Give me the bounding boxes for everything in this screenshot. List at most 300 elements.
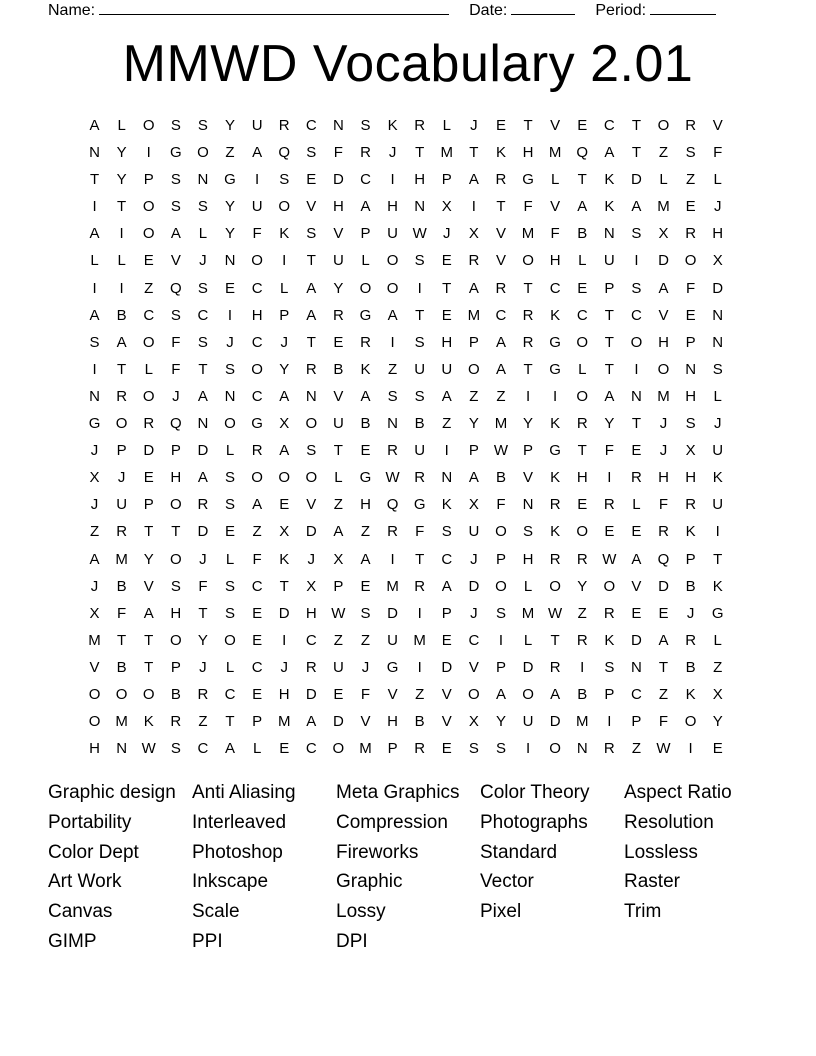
grid-letter[interactable]: C bbox=[549, 279, 561, 297]
grid-letter[interactable]: P bbox=[468, 442, 479, 460]
grid-letter[interactable]: G bbox=[549, 333, 561, 351]
grid-letter[interactable]: Z bbox=[333, 631, 343, 649]
grid-letter[interactable]: A bbox=[279, 387, 290, 405]
grid-letter[interactable]: I bbox=[390, 550, 395, 568]
grid-letter[interactable]: O bbox=[169, 631, 182, 649]
grid-letter[interactable]: K bbox=[495, 144, 506, 162]
grid-letter[interactable]: O bbox=[495, 523, 507, 541]
grid-letter[interactable]: P bbox=[604, 685, 615, 703]
grid-letter[interactable]: I bbox=[553, 387, 558, 405]
grid-letter[interactable]: H bbox=[441, 333, 453, 351]
grid-letter[interactable]: R bbox=[332, 306, 344, 324]
grid-letter[interactable]: D bbox=[441, 658, 453, 676]
grid-letter[interactable]: Z bbox=[360, 523, 371, 541]
grid-letter[interactable]: S bbox=[306, 225, 317, 243]
grid-letter[interactable]: J bbox=[388, 144, 397, 162]
grid-letter[interactable]: B bbox=[495, 469, 506, 487]
grid-letter[interactable]: T bbox=[144, 631, 154, 649]
grid-letter[interactable]: S bbox=[604, 658, 615, 676]
grid-letter[interactable]: J bbox=[443, 225, 451, 243]
grid-letter[interactable]: S bbox=[197, 198, 208, 216]
grid-letter[interactable]: I bbox=[607, 469, 612, 487]
grid-letter[interactable]: D bbox=[305, 685, 317, 703]
date-field[interactable] bbox=[469, 0, 575, 20]
grid-letter[interactable]: B bbox=[414, 415, 425, 433]
grid-letter[interactable]: E bbox=[577, 496, 588, 514]
grid-letter[interactable]: T bbox=[415, 550, 425, 568]
grid-letter[interactable]: M bbox=[277, 713, 291, 731]
grid-letter[interactable]: S bbox=[197, 279, 208, 297]
grid-letter[interactable]: B bbox=[333, 360, 344, 378]
grid-letter[interactable]: N bbox=[224, 387, 236, 405]
grid-letter[interactable]: Z bbox=[658, 144, 669, 162]
grid-letter[interactable]: T bbox=[198, 360, 208, 378]
grid-letter[interactable]: S bbox=[631, 279, 642, 297]
grid-letter[interactable]: X bbox=[685, 442, 696, 460]
grid-letter[interactable]: Z bbox=[225, 144, 235, 162]
grid-letter[interactable]: A bbox=[604, 144, 615, 162]
grid-letter[interactable]: L bbox=[442, 117, 451, 134]
grid-letter[interactable]: O bbox=[522, 685, 534, 703]
grid-letter[interactable]: J bbox=[280, 658, 288, 676]
grid-letter[interactable]: V bbox=[523, 469, 534, 487]
grid-letter[interactable]: I bbox=[471, 198, 476, 216]
grid-letter[interactable]: A bbox=[495, 333, 506, 351]
grid-letter[interactable]: B bbox=[414, 713, 425, 731]
grid-letter[interactable]: O bbox=[142, 685, 155, 703]
grid-letter[interactable]: S bbox=[279, 171, 290, 189]
grid-letter[interactable]: A bbox=[333, 523, 344, 541]
grid-letter[interactable]: U bbox=[332, 252, 344, 270]
grid-letter[interactable]: A bbox=[143, 604, 154, 622]
grid-letter[interactable]: I bbox=[119, 225, 124, 243]
grid-letter[interactable]: Z bbox=[496, 387, 506, 405]
grid-letter[interactable]: Q bbox=[657, 550, 670, 568]
grid-letter[interactable]: P bbox=[143, 171, 154, 189]
grid-letter[interactable]: O bbox=[251, 469, 263, 487]
grid-letter[interactable]: O bbox=[657, 360, 670, 378]
grid-letter[interactable]: G bbox=[549, 360, 561, 378]
grid-letter[interactable]: S bbox=[170, 198, 181, 216]
grid-letter[interactable]: I bbox=[390, 171, 395, 189]
grid-letter[interactable]: I bbox=[146, 144, 151, 162]
grid-letter[interactable]: N bbox=[197, 415, 209, 433]
grid-letter[interactable]: F bbox=[117, 604, 127, 622]
grid-letter[interactable]: I bbox=[92, 198, 97, 216]
grid-letter[interactable]: P bbox=[685, 550, 696, 568]
grid-letter[interactable]: K bbox=[685, 523, 696, 541]
grid-letter[interactable]: K bbox=[387, 117, 398, 134]
grid-letter[interactable]: K bbox=[360, 360, 371, 378]
grid-letter[interactable]: Z bbox=[198, 713, 208, 731]
grid-letter[interactable]: F bbox=[198, 577, 208, 595]
grid-letter[interactable]: P bbox=[387, 740, 398, 758]
grid-letter[interactable]: Y bbox=[333, 279, 344, 297]
grid-letter[interactable]: M bbox=[115, 713, 128, 731]
grid-letter[interactable]: S bbox=[170, 306, 181, 324]
grid-letter[interactable]: V bbox=[306, 198, 317, 216]
grid-letter[interactable]: C bbox=[631, 685, 642, 703]
grid-letter[interactable]: E bbox=[495, 117, 506, 134]
grid-letter[interactable]: S bbox=[495, 740, 506, 758]
grid-letter[interactable]: J bbox=[199, 550, 207, 568]
grid-letter[interactable]: T bbox=[117, 360, 127, 378]
grid-letter[interactable]: O bbox=[224, 631, 236, 649]
grid-letter[interactable]: S bbox=[523, 523, 534, 541]
grid-letter[interactable]: S bbox=[685, 415, 696, 433]
grid-letter[interactable]: G bbox=[169, 144, 182, 162]
grid-letter[interactable]: E bbox=[360, 577, 371, 595]
grid-letter[interactable]: R bbox=[116, 387, 128, 405]
grid-letter[interactable]: B bbox=[116, 577, 127, 595]
grid-letter[interactable]: Z bbox=[144, 279, 154, 297]
grid-letter[interactable]: N bbox=[414, 198, 426, 216]
grid-letter[interactable]: M bbox=[88, 631, 101, 649]
grid-letter[interactable]: O bbox=[386, 252, 399, 270]
grid-letter[interactable]: A bbox=[170, 225, 181, 243]
grid-letter[interactable]: I bbox=[580, 658, 585, 676]
grid-letter[interactable]: Y bbox=[143, 550, 154, 568]
grid-letter[interactable]: F bbox=[713, 144, 723, 162]
grid-letter[interactable]: O bbox=[251, 252, 263, 270]
grid-letter[interactable]: R bbox=[468, 252, 480, 270]
grid-letter[interactable]: V bbox=[468, 658, 479, 676]
grid-letter[interactable]: Z bbox=[89, 523, 100, 541]
grid-letter[interactable]: C bbox=[360, 171, 371, 189]
grid-letter[interactable]: U bbox=[522, 713, 534, 731]
grid-letter[interactable]: Y bbox=[523, 415, 534, 433]
grid-letter[interactable]: S bbox=[197, 117, 208, 134]
grid-letter[interactable]: R bbox=[576, 631, 588, 649]
grid-letter[interactable]: A bbox=[89, 550, 100, 568]
grid-letter[interactable]: O bbox=[224, 415, 236, 433]
grid-letter[interactable]: O bbox=[88, 685, 101, 703]
grid-letter[interactable]: E bbox=[658, 604, 669, 622]
grid-letter[interactable]: J bbox=[713, 415, 722, 433]
grid-letter[interactable]: R bbox=[197, 685, 209, 703]
grid-letter[interactable]: H bbox=[251, 306, 263, 324]
grid-letter[interactable]: E bbox=[306, 171, 317, 189]
grid-letter[interactable]: L bbox=[523, 631, 533, 649]
grid-letter[interactable]: A bbox=[631, 550, 642, 568]
grid-letter[interactable]: O bbox=[549, 577, 561, 595]
grid-letter[interactable]: O bbox=[251, 360, 263, 378]
grid-letter[interactable]: E bbox=[279, 496, 290, 514]
grid-letter[interactable]: D bbox=[332, 171, 344, 189]
grid-letter[interactable]: A bbox=[495, 360, 506, 378]
grid-letter[interactable]: Z bbox=[360, 631, 371, 649]
grid-letter[interactable]: K bbox=[550, 306, 561, 324]
grid-letter[interactable]: Z bbox=[469, 387, 479, 405]
grid-letter[interactable]: M bbox=[467, 306, 481, 324]
grid-letter[interactable]: K bbox=[550, 469, 561, 487]
grid-letter[interactable]: O bbox=[684, 252, 697, 270]
grid-letter[interactable]: R bbox=[549, 496, 561, 514]
grid-letter[interactable]: I bbox=[634, 252, 639, 270]
grid-letter[interactable]: B bbox=[170, 685, 181, 703]
grid-letter[interactable]: H bbox=[89, 740, 100, 758]
grid-letter[interactable]: E bbox=[577, 279, 588, 297]
grid-letter[interactable]: T bbox=[279, 577, 289, 595]
grid-letter[interactable]: Y bbox=[225, 198, 236, 216]
grid-letter[interactable]: R bbox=[495, 279, 507, 297]
grid-letter[interactable]: D bbox=[712, 279, 724, 297]
grid-letter[interactable]: D bbox=[658, 252, 669, 270]
grid-letter[interactable]: J bbox=[90, 496, 99, 514]
grid-letter[interactable]: T bbox=[442, 279, 452, 297]
grid-letter[interactable]: W bbox=[385, 469, 400, 487]
grid-letter[interactable]: C bbox=[224, 685, 236, 703]
grid-letter[interactable]: J bbox=[686, 604, 695, 622]
grid-letter[interactable]: T bbox=[631, 144, 641, 162]
grid-letter[interactable]: U bbox=[332, 658, 344, 676]
grid-letter[interactable]: U bbox=[468, 523, 480, 541]
grid-letter[interactable]: A bbox=[360, 550, 371, 568]
grid-letter[interactable]: Y bbox=[279, 360, 290, 378]
grid-letter[interactable]: A bbox=[441, 387, 452, 405]
grid-letter[interactable]: V bbox=[143, 577, 154, 595]
grid-letter[interactable]: D bbox=[631, 631, 642, 649]
grid-letter[interactable]: K bbox=[712, 577, 723, 595]
grid-letter[interactable]: A bbox=[468, 279, 479, 297]
grid-letter[interactable]: T bbox=[496, 198, 506, 216]
grid-letter[interactable]: H bbox=[387, 713, 398, 731]
grid-letter[interactable]: S bbox=[197, 333, 208, 351]
grid-letter[interactable]: K bbox=[143, 713, 154, 731]
grid-letter[interactable]: E bbox=[685, 198, 696, 216]
grid-letter[interactable]: A bbox=[306, 713, 317, 731]
grid-letter[interactable]: W bbox=[331, 604, 346, 622]
grid-letter[interactable]: I bbox=[607, 713, 612, 731]
grid-letter[interactable]: M bbox=[413, 631, 426, 649]
grid-letter[interactable]: U bbox=[414, 360, 426, 378]
grid-letter[interactable]: A bbox=[89, 117, 100, 134]
grid-letter[interactable]: K bbox=[604, 171, 615, 189]
grid-letter[interactable]: A bbox=[89, 225, 100, 243]
grid-letter[interactable]: F bbox=[523, 198, 533, 216]
grid-letter[interactable]: J bbox=[361, 658, 370, 676]
grid-letter[interactable]: Q bbox=[169, 279, 182, 297]
grid-letter[interactable]: K bbox=[279, 550, 290, 568]
grid-letter[interactable]: U bbox=[332, 415, 344, 433]
grid-letter[interactable]: S bbox=[225, 469, 236, 487]
grid-letter[interactable]: T bbox=[631, 117, 641, 134]
grid-letter[interactable]: V bbox=[333, 387, 344, 405]
grid-letter[interactable]: T bbox=[577, 171, 587, 189]
grid-letter[interactable]: Z bbox=[631, 740, 641, 758]
grid-letter[interactable]: P bbox=[441, 171, 452, 189]
grid-letter[interactable]: S bbox=[170, 117, 181, 134]
grid-letter[interactable]: O bbox=[115, 415, 128, 433]
grid-letter[interactable]: V bbox=[89, 658, 100, 676]
grid-letter[interactable]: W bbox=[493, 442, 509, 460]
grid-letter[interactable]: Y bbox=[116, 171, 127, 189]
grid-letter[interactable]: S bbox=[360, 604, 371, 622]
grid-letter[interactable]: N bbox=[712, 306, 724, 324]
grid-letter[interactable]: U bbox=[387, 631, 398, 649]
grid-letter[interactable]: M bbox=[575, 713, 589, 731]
grid-letter[interactable]: I bbox=[498, 631, 504, 649]
grid-letter[interactable]: S bbox=[631, 225, 642, 243]
grid-letter[interactable]: Y bbox=[116, 144, 127, 162]
grid-letter[interactable]: I bbox=[255, 171, 260, 189]
grid-letter[interactable]: J bbox=[713, 198, 722, 216]
grid-letter[interactable]: P bbox=[495, 658, 506, 676]
grid-letter[interactable]: D bbox=[197, 442, 209, 460]
grid-letter[interactable]: G bbox=[549, 442, 561, 460]
grid-letter[interactable]: S bbox=[685, 144, 696, 162]
grid-letter[interactable]: E bbox=[143, 252, 154, 270]
grid-letter[interactable]: J bbox=[90, 442, 99, 460]
grid-letter[interactable]: P bbox=[495, 550, 506, 568]
grid-letter[interactable]: P bbox=[523, 442, 534, 460]
grid-letter[interactable]: O bbox=[305, 469, 318, 487]
grid-letter[interactable]: U bbox=[712, 442, 724, 460]
grid-letter[interactable]: A bbox=[252, 144, 263, 162]
grid-letter[interactable]: J bbox=[90, 577, 99, 595]
grid-letter[interactable]: G bbox=[251, 415, 263, 433]
grid-letter[interactable]: A bbox=[550, 685, 561, 703]
grid-letter[interactable]: C bbox=[631, 306, 642, 324]
grid-letter[interactable]: O bbox=[576, 387, 589, 405]
grid-letter[interactable]: Z bbox=[577, 604, 587, 622]
grid-letter[interactable]: I bbox=[390, 333, 395, 351]
grid-letter[interactable]: H bbox=[685, 387, 697, 405]
grid-letter[interactable]: B bbox=[577, 685, 588, 703]
period-field[interactable] bbox=[595, 0, 716, 20]
grid-letter[interactable]: R bbox=[549, 550, 561, 568]
grid-letter[interactable]: M bbox=[494, 415, 508, 433]
grid-letter[interactable]: O bbox=[115, 685, 128, 703]
grid-letter[interactable]: P bbox=[360, 225, 371, 243]
grid-letter[interactable]: L bbox=[280, 279, 289, 297]
grid-letter[interactable]: A bbox=[577, 198, 588, 216]
grid-letter[interactable]: T bbox=[171, 523, 181, 541]
grid-letter[interactable]: C bbox=[468, 631, 480, 649]
grid-letter[interactable]: I bbox=[525, 387, 531, 405]
grid-letter[interactable]: A bbox=[306, 279, 317, 297]
grid-letter[interactable]: R bbox=[603, 604, 615, 622]
grid-letter[interactable]: P bbox=[170, 658, 181, 676]
grid-letter[interactable]: T bbox=[415, 306, 425, 324]
grid-letter[interactable]: N bbox=[685, 360, 697, 378]
grid-letter[interactable]: R bbox=[251, 442, 263, 460]
grid-letter[interactable]: V bbox=[658, 306, 669, 324]
grid-letter[interactable]: I bbox=[417, 658, 422, 676]
grid-letter[interactable]: F bbox=[360, 685, 371, 703]
grid-letter[interactable]: D bbox=[278, 604, 290, 622]
grid-letter[interactable]: T bbox=[117, 631, 127, 649]
grid-letter[interactable]: S bbox=[225, 604, 236, 622]
grid-letter[interactable]: L bbox=[713, 631, 722, 649]
grid-letter[interactable]: L bbox=[198, 225, 208, 243]
grid-letter[interactable]: Z bbox=[713, 658, 723, 676]
grid-letter[interactable]: K bbox=[550, 523, 561, 541]
grid-letter[interactable]: V bbox=[712, 117, 723, 134]
grid-letter[interactable]: E bbox=[333, 333, 344, 351]
grid-letter[interactable]: T bbox=[604, 306, 614, 324]
grid-letter[interactable]: N bbox=[305, 387, 317, 405]
grid-letter[interactable]: A bbox=[89, 306, 100, 324]
grid-letter[interactable]: T bbox=[225, 713, 235, 731]
grid-letter[interactable]: J bbox=[199, 658, 207, 676]
grid-letter[interactable]: R bbox=[360, 144, 371, 162]
grid-letter[interactable]: S bbox=[495, 604, 506, 622]
grid-letter[interactable]: J bbox=[172, 387, 180, 405]
grid-letter[interactable]: Q bbox=[278, 144, 291, 162]
grid-letter[interactable]: N bbox=[116, 740, 128, 758]
grid-letter[interactable]: L bbox=[225, 658, 235, 676]
grid-letter[interactable]: H bbox=[712, 225, 724, 243]
grid-letter[interactable]: L bbox=[90, 252, 99, 270]
grid-letter[interactable]: C bbox=[305, 740, 317, 758]
grid-letter[interactable]: A bbox=[279, 442, 290, 460]
grid-letter[interactable]: H bbox=[549, 252, 561, 270]
grid-letter[interactable]: A bbox=[658, 631, 669, 649]
grid-letter[interactable]: O bbox=[142, 117, 155, 134]
grid-letter[interactable]: I bbox=[688, 740, 693, 758]
name-field[interactable] bbox=[48, 0, 449, 20]
grid-letter[interactable]: E bbox=[441, 252, 452, 270]
grid-letter[interactable]: R bbox=[685, 225, 697, 243]
grid-letter[interactable]: M bbox=[440, 144, 454, 162]
grid-letter[interactable]: R bbox=[495, 171, 507, 189]
grid-letter[interactable]: E bbox=[333, 685, 344, 703]
grid-letter[interactable]: T bbox=[306, 252, 316, 270]
grid-letter[interactable]: F bbox=[604, 442, 614, 460]
grid-letter[interactable]: L bbox=[334, 469, 343, 487]
grid-letter[interactable]: N bbox=[332, 117, 344, 134]
grid-letter[interactable]: E bbox=[360, 442, 371, 460]
grid-letter[interactable]: S bbox=[225, 577, 236, 595]
grid-letter[interactable]: Z bbox=[387, 360, 398, 378]
grid-letter[interactable]: S bbox=[414, 333, 425, 351]
grid-letter[interactable]: U bbox=[603, 252, 615, 270]
grid-letter[interactable]: F bbox=[333, 144, 343, 162]
grid-letter[interactable]: M bbox=[521, 225, 535, 243]
grid-letter[interactable]: Z bbox=[442, 415, 452, 433]
grid-letter[interactable]: H bbox=[305, 604, 317, 622]
grid-letter[interactable]: J bbox=[117, 469, 126, 487]
grid-letter[interactable]: S bbox=[441, 523, 452, 541]
grid-letter[interactable]: C bbox=[251, 577, 263, 595]
grid-letter[interactable]: N bbox=[631, 387, 642, 405]
grid-letter[interactable]: D bbox=[305, 523, 317, 541]
grid-letter[interactable]: R bbox=[116, 523, 128, 541]
grid-letter[interactable]: L bbox=[578, 360, 587, 378]
grid-letter[interactable]: A bbox=[658, 279, 669, 297]
grid-letter[interactable]: L bbox=[117, 117, 126, 134]
grid-letter[interactable]: Z bbox=[252, 523, 262, 541]
grid-letter[interactable]: H bbox=[170, 469, 182, 487]
grid-letter[interactable]: F bbox=[686, 279, 696, 297]
grid-letter[interactable]: S bbox=[89, 333, 100, 351]
grid-letter[interactable]: R bbox=[414, 740, 426, 758]
grid-letter[interactable]: C bbox=[143, 306, 155, 324]
grid-letter[interactable]: I bbox=[444, 442, 449, 460]
grid-letter[interactable]: R bbox=[522, 333, 534, 351]
grid-letter[interactable]: V bbox=[495, 252, 506, 270]
grid-letter[interactable]: A bbox=[197, 469, 208, 487]
grid-letter[interactable]: A bbox=[306, 306, 317, 324]
grid-letter[interactable]: P bbox=[604, 279, 615, 297]
grid-letter[interactable]: R bbox=[197, 496, 209, 514]
grid-letter[interactable]: A bbox=[604, 387, 615, 405]
grid-letter[interactable]: D bbox=[631, 171, 642, 189]
grid-letter[interactable]: G bbox=[88, 415, 101, 433]
grid-letter[interactable]: U bbox=[441, 360, 453, 378]
grid-letter[interactable]: Y bbox=[604, 415, 615, 433]
